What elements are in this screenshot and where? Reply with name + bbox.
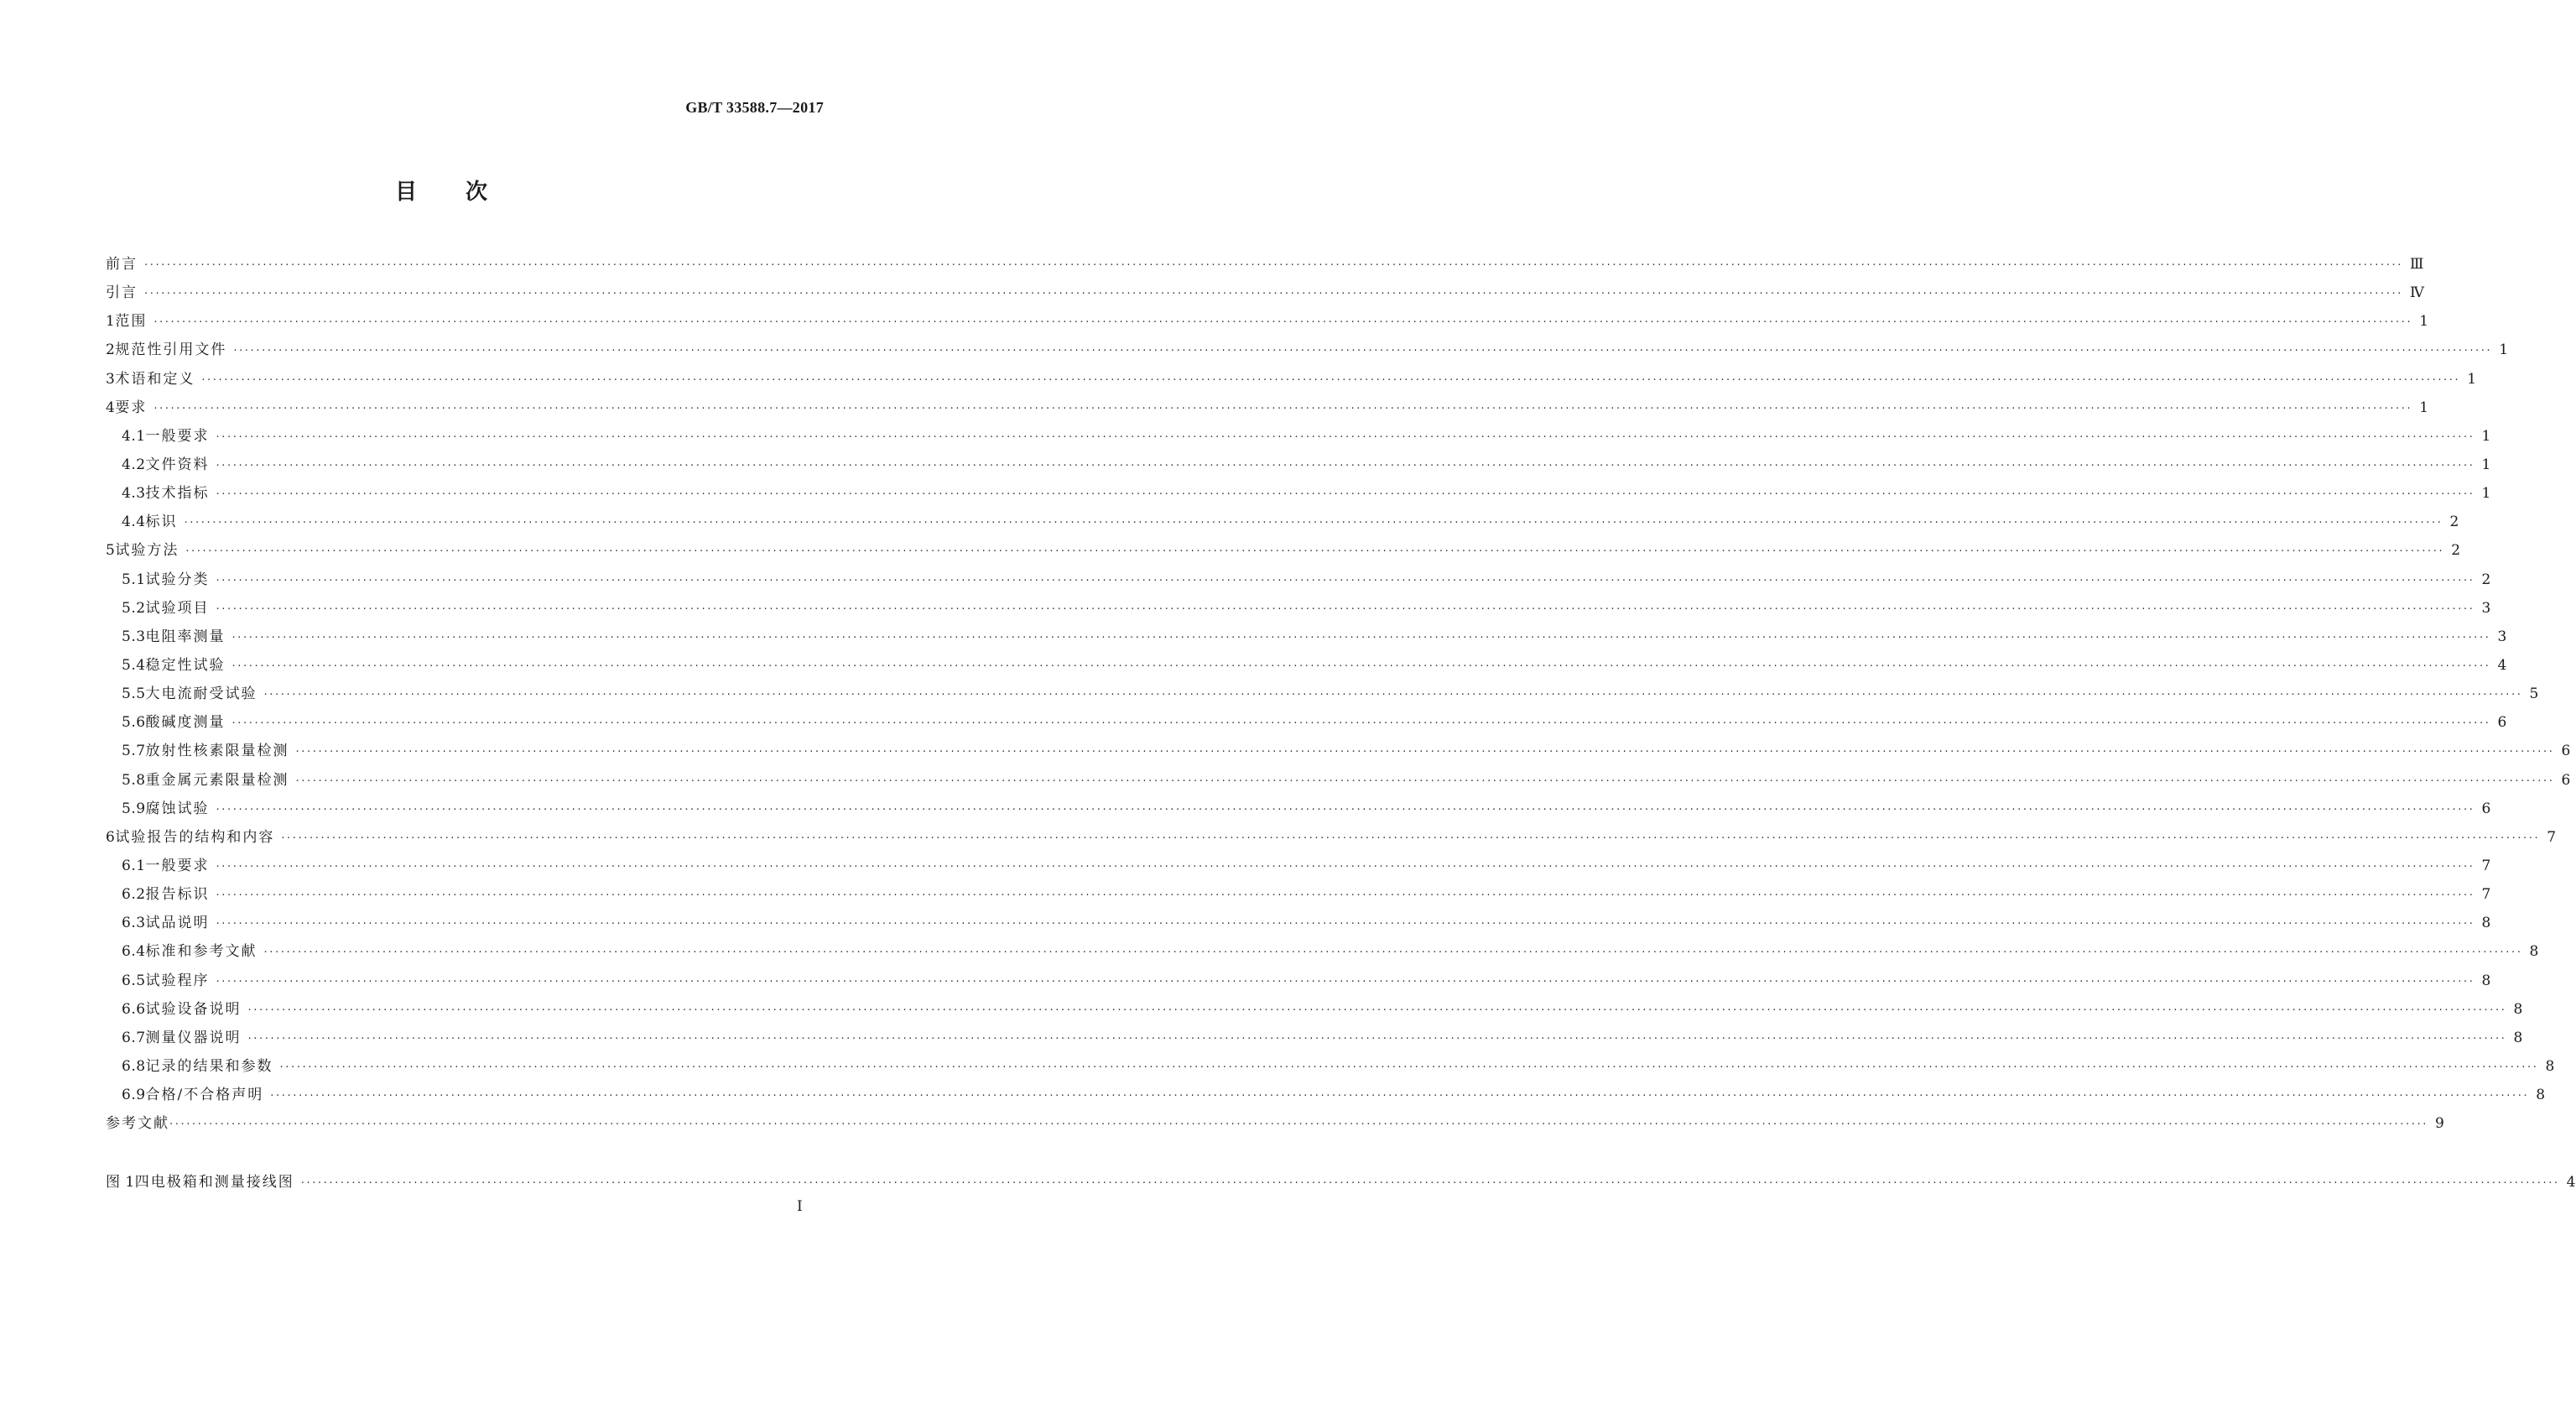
dot-leader: ················································································································································································································································································································································································································ <box>232 631 2491 644</box>
entry-number: 6.7 <box>122 1029 146 1046</box>
standard-code: GB/T 33588.7—2017 <box>685 99 824 116</box>
entry-page-number: 6 <box>2561 771 2571 789</box>
entry-number: 4.2 <box>122 456 146 473</box>
dot-leader: ················································································································································································································································································································································································································ <box>154 402 2413 415</box>
entry-title: 报告标识 <box>145 886 210 904</box>
entry-title: 引言 <box>106 284 138 302</box>
dot-leader: ················································································································································································································································································································································································································ <box>216 459 2475 472</box>
entry-page-number: 7 <box>2547 828 2557 846</box>
dot-leader: ················································································································································································································································································································································································································ <box>263 946 2523 960</box>
entry-number: 5.4 <box>122 656 146 674</box>
entry-title: 要求 <box>115 399 148 416</box>
entry-number: 1 <box>106 313 116 331</box>
entry-title: 重金属元素限量检测 <box>145 771 289 789</box>
toc-entry[interactable] <box>106 538 2461 566</box>
dot-leader: ················································································································································································································································································································································································································ <box>270 1090 2530 1103</box>
entry-page-number: 2 <box>2449 514 2459 531</box>
figure-list <box>106 1170 2576 1198</box>
entry-title: 四电极箱和测量接线图 <box>134 1174 294 1191</box>
entry-page-number: 8 <box>2513 1000 2523 1018</box>
dot-leader: ················································································································································································································································································································································································································ <box>263 689 2523 702</box>
entry-title: 测量仪器说明 <box>145 1029 242 1046</box>
toc-entry[interactable] <box>106 624 2507 653</box>
entry-page-number: 1 <box>2467 370 2477 388</box>
entry-page-number: 3 <box>2481 599 2491 617</box>
dot-leader: ················································································································································································································································································································································································································ <box>144 259 2403 272</box>
toc-entry[interactable] <box>106 596 2491 624</box>
entry-page-number: 6 <box>2561 743 2571 760</box>
entry-page-number: 5 <box>2529 686 2539 703</box>
entry-page-number: 8 <box>2481 915 2491 932</box>
entry-number: 2 <box>106 342 116 359</box>
entry-page-number: 9 <box>2434 1115 2444 1133</box>
entry-title: 参考文献 <box>106 1115 169 1133</box>
toc-entry[interactable] <box>106 337 2509 366</box>
toc-entry[interactable] <box>106 567 2491 596</box>
entry-number: 6.1 <box>122 857 146 874</box>
entry-page-number: 6 <box>2497 714 2507 732</box>
dot-leader: ················································································································································································································································································································································································································ <box>216 803 2475 816</box>
entry-number: 4.4 <box>122 514 146 531</box>
entry-number: 4.3 <box>122 485 146 503</box>
entry-page-number: 2 <box>2481 571 2491 588</box>
entry-page-number: 8 <box>2545 1057 2555 1075</box>
toc-entry[interactable] <box>106 1082 2546 1111</box>
dot-leader: ················································································································································································································································································································································································································ <box>300 1177 2560 1190</box>
entry-number: 6.4 <box>122 943 146 961</box>
page-number: I <box>797 1198 803 1215</box>
entry-number: 5.6 <box>122 714 146 732</box>
toc-entry[interactable] <box>106 252 2424 280</box>
dot-leader: ················································································································································································································································································································································································································ <box>216 574 2475 587</box>
entry-title: 放射性核素限量检测 <box>145 743 289 760</box>
dot-leader: ················································································································································································································································································································································································································ <box>216 488 2475 502</box>
toc-entry[interactable] <box>106 1054 2555 1082</box>
entry-page-number: 3 <box>2497 628 2507 645</box>
toc-entry[interactable] <box>106 997 2523 1025</box>
toc-entry[interactable] <box>106 1025 2523 1054</box>
dot-leader: ················································································································································································································································································································································································································ <box>247 1004 2507 1017</box>
dot-leader: ················································································································································································································································································································································································································ <box>295 746 2555 759</box>
toc-entry[interactable] <box>106 1111 2444 1139</box>
dot-leader: ················································································································································································································································································································································································································ <box>247 1032 2507 1045</box>
entry-page-number: 8 <box>2529 943 2539 961</box>
entry-number: 5.1 <box>122 571 146 588</box>
entry-title: 电阻率测量 <box>145 628 226 645</box>
entry-page-number: Ⅲ <box>2409 256 2424 273</box>
dot-leader: ················································································································································································································································································································································································································ <box>281 832 2541 845</box>
entry-title: 一般要求 <box>145 427 210 445</box>
entry-number: 5.7 <box>122 743 146 760</box>
table-of-contents <box>106 252 2571 1139</box>
entry-title: 试验程序 <box>145 972 210 989</box>
entry-number: 6.6 <box>122 1000 146 1018</box>
dot-leader: ················································································································································································································································································································································································································ <box>216 860 2475 873</box>
entry-page-number: 4 <box>2566 1174 2576 1191</box>
entry-title: 文件资料 <box>145 456 210 473</box>
entry-number: 5 <box>106 542 116 560</box>
page-title: 目次 <box>394 180 536 205</box>
toc-entry[interactable] <box>106 309 2429 337</box>
entry-number: 4 <box>106 399 116 416</box>
toc-entry[interactable] <box>106 509 2459 538</box>
dot-leader: ················································································································································································································································································································································································································ <box>169 1118 2428 1132</box>
entry-number: 5.3 <box>122 628 146 645</box>
entry-title: 试验项目 <box>145 599 210 617</box>
entry-page-number: 1 <box>2481 456 2491 473</box>
toc-entry[interactable] <box>106 738 2571 767</box>
toc-entry[interactable] <box>106 939 2539 967</box>
dot-leader: ················································································································································································································································································································································································································ <box>216 602 2475 616</box>
dot-leader: ················································································································································································································································································································································································································ <box>216 975 2475 988</box>
entry-page-number: 2 <box>2451 542 2461 560</box>
entry-number: 6 <box>106 828 116 846</box>
dot-leader: ················································································································································································································································································································································································································ <box>232 717 2491 731</box>
entry-title: 记录的结果和参数 <box>145 1057 273 1075</box>
entry-page-number: 1 <box>2419 399 2429 416</box>
entry-title: 试验分类 <box>145 571 210 588</box>
toc-entry[interactable] <box>106 395 2429 424</box>
dot-leader: ················································································································································································································································································································································································································ <box>185 545 2445 559</box>
entry-title: 腐蚀试验 <box>145 800 210 817</box>
dot-leader: ················································································································································································································································································································································································································ <box>279 1061 2539 1074</box>
toc-entry[interactable] <box>106 481 2491 509</box>
entry-title: 试品说明 <box>145 915 210 932</box>
entry-title: 试验方法 <box>115 542 180 560</box>
entry-number: 6.2 <box>122 886 146 904</box>
entry-title: 标识 <box>145 514 178 531</box>
entry-number: 5.9 <box>122 800 146 817</box>
toc-entry[interactable] <box>106 280 2424 309</box>
entry-page-number: 7 <box>2481 857 2491 874</box>
entry-title: 技术指标 <box>145 485 210 503</box>
entry-page-number: 1 <box>2419 313 2429 331</box>
entry-number: 5.5 <box>122 686 146 703</box>
toc-entry[interactable] <box>106 768 2571 796</box>
entry-page-number: 8 <box>2536 1087 2546 1104</box>
entry-title: 大电流耐受试验 <box>145 686 258 703</box>
dot-leader: ················································································································································································································································································································································································································ <box>233 345 2493 358</box>
toc-entry[interactable] <box>106 710 2507 738</box>
entry-page-number: Ⅳ <box>2409 284 2424 302</box>
dot-leader: ················································································································································································································································································································································································································ <box>232 660 2491 673</box>
entry-number: 5.2 <box>122 599 146 617</box>
toc-entry[interactable] <box>106 452 2491 481</box>
entry-title: 稳定性试验 <box>145 656 226 674</box>
entry-number: 6.3 <box>122 915 146 932</box>
toc-entry[interactable] <box>106 796 2491 825</box>
dot-leader: ················································································································································································································································································································································································································ <box>216 430 2475 444</box>
dot-leader: ················································································································································································································································································································································································································ <box>184 517 2443 530</box>
entry-number: 3 <box>106 370 116 388</box>
entry-title: 合格/不合格声明 <box>145 1087 264 1104</box>
entry-title: 标准和参考文献 <box>145 943 258 961</box>
toc-entry[interactable] <box>106 424 2491 452</box>
toc-entry[interactable] <box>106 910 2491 939</box>
toc-entry[interactable] <box>106 968 2491 997</box>
entry-page-number: 8 <box>2513 1029 2523 1046</box>
toc-entry[interactable] <box>106 653 2507 681</box>
dot-leader: ················································································································································································································································································································································································································ <box>201 373 2461 387</box>
entry-title: 前言 <box>106 256 138 273</box>
dot-leader: ················································································································································································································································································································································································································ <box>295 774 2555 788</box>
entry-title: 规范性引用文件 <box>115 342 227 359</box>
toc-entry[interactable] <box>106 681 2539 710</box>
entry-title: 一般要求 <box>145 857 210 874</box>
entry-page-number: 1 <box>2481 427 2491 445</box>
toc-entry[interactable] <box>106 367 2477 395</box>
entry-title: 试验报告的结构和内容 <box>115 828 275 846</box>
dot-leader: ················································································································································································································································································································································································································ <box>216 889 2475 903</box>
entry-number: 6.5 <box>122 972 146 989</box>
figure-entry[interactable] <box>106 1170 2576 1198</box>
entry-page-number: 1 <box>2481 485 2491 503</box>
toc-entry[interactable] <box>106 853 2491 882</box>
entry-title: 试验设备说明 <box>145 1000 242 1018</box>
entry-number: 5.8 <box>122 771 146 789</box>
entry-page-number: 7 <box>2481 886 2491 904</box>
entry-number: 6.8 <box>122 1057 146 1075</box>
entry-page-number: 8 <box>2481 972 2491 989</box>
dot-leader: ················································································································································································································································································································································································································ <box>144 288 2403 301</box>
entry-title: 范围 <box>115 313 148 331</box>
entry-page-number: 4 <box>2497 656 2507 674</box>
toc-entry[interactable] <box>106 882 2491 910</box>
entry-page-number: 6 <box>2481 800 2491 817</box>
entry-number: 4.1 <box>122 427 146 445</box>
entry-number: 6.9 <box>122 1087 146 1104</box>
dot-leader: ················································································································································································································································································································································································································ <box>154 316 2413 330</box>
entry-number: 图 1 <box>106 1174 135 1191</box>
toc-entry[interactable] <box>106 825 2557 853</box>
entry-page-number: 1 <box>2499 342 2509 359</box>
entry-title: 酸碱度测量 <box>145 714 226 732</box>
dot-leader: ················································································································································································································································································································································································································ <box>216 918 2475 931</box>
entry-title: 术语和定义 <box>115 370 195 388</box>
